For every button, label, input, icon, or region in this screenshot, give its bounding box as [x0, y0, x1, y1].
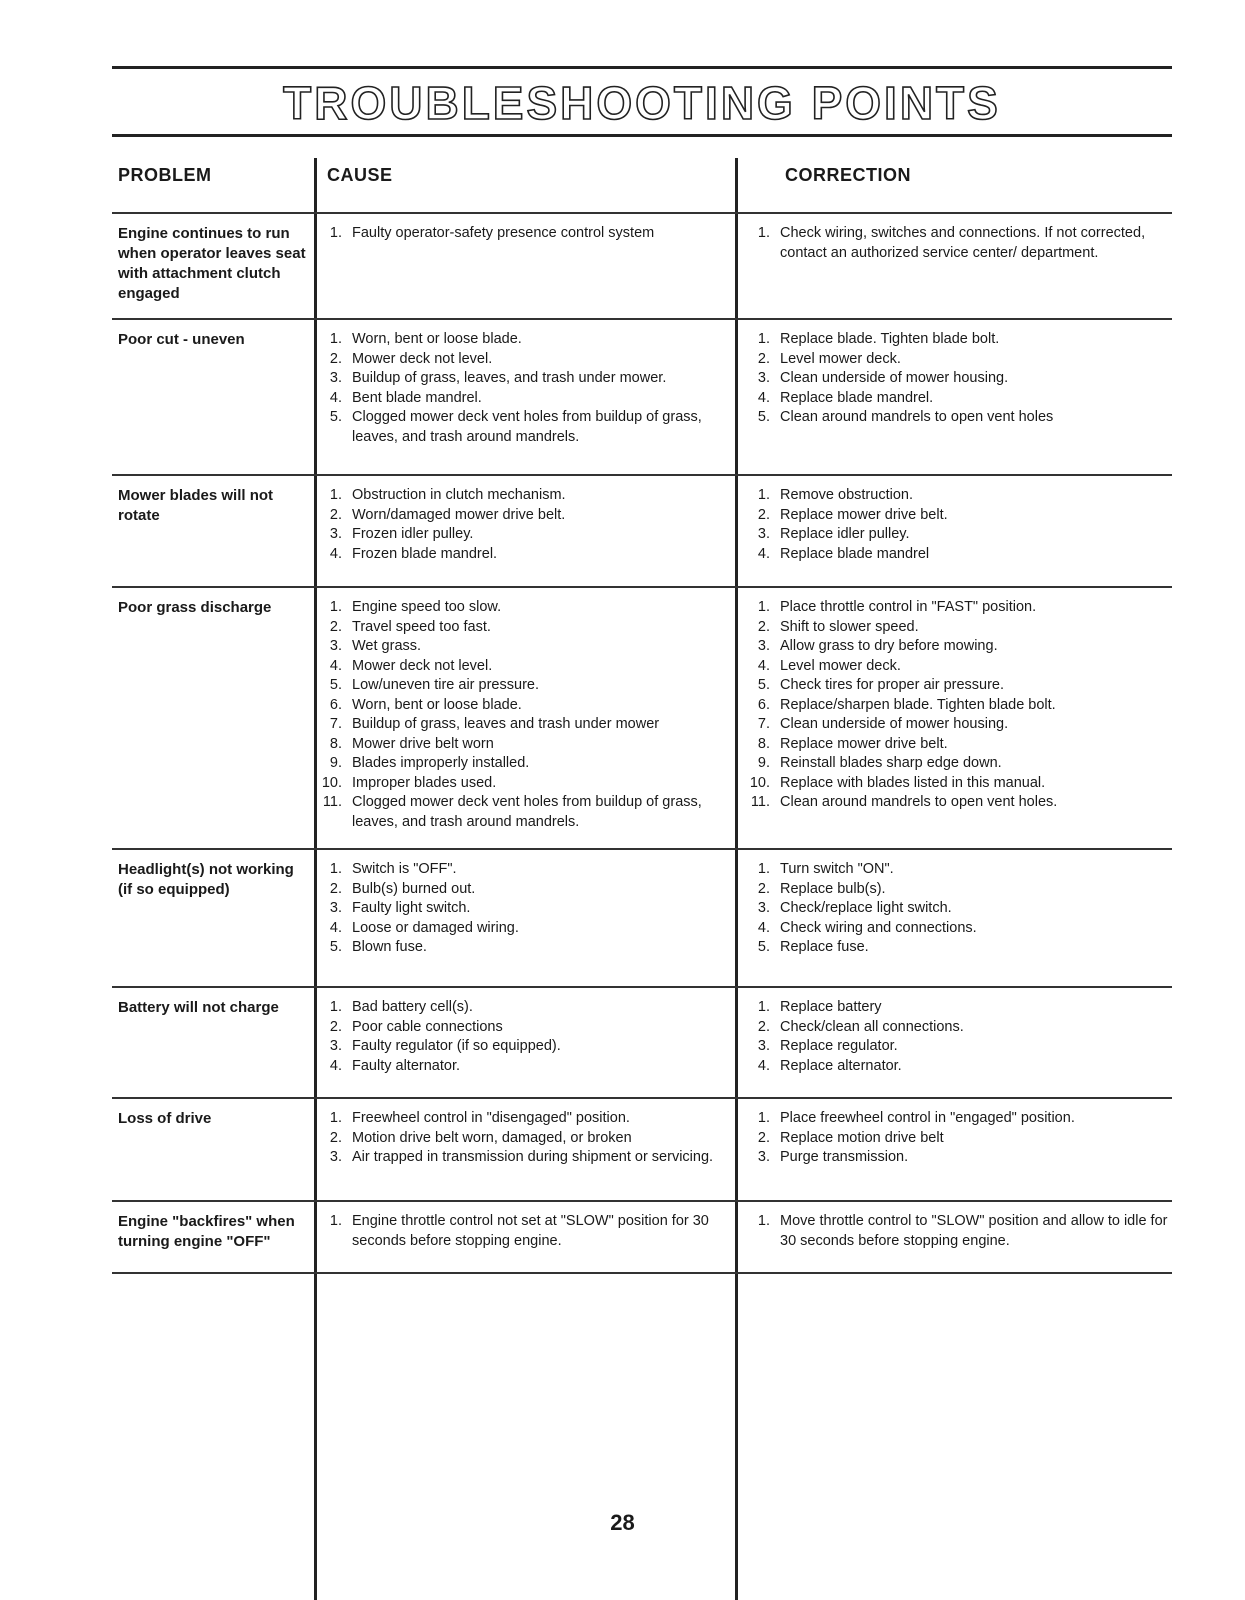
cause-item	[320, 369, 720, 389]
problem-cell: Engine "backfires" when turning engine "OFF"	[118, 1213, 295, 1250]
correction-list	[748, 486, 1168, 564]
cause-number: 1.	[329, 599, 342, 615]
correction-text: Replace bulb(s).	[780, 880, 886, 897]
correction-text: Allow grass to dry before mowing.	[780, 638, 998, 654]
correction-item	[748, 408, 1168, 428]
correction-item	[748, 1129, 1168, 1149]
problem-cell: Loss of drive	[118, 1110, 212, 1127]
cause-item	[320, 1129, 720, 1149]
cause-item	[320, 1057, 720, 1077]
cause-item	[320, 998, 720, 1018]
cause-number: 3.	[329, 1149, 342, 1165]
correction-item	[748, 735, 1168, 755]
correction-text: Reinstall blades sharp edge down.	[780, 755, 1002, 771]
correction-number: 1.	[757, 599, 770, 615]
correction-text: Replace blade mandrel.	[780, 389, 934, 406]
cause-number: 9.	[329, 755, 342, 771]
cause-number: 3.	[329, 638, 342, 654]
correction-item	[748, 1057, 1168, 1077]
problem-cell: Battery will not charge	[118, 999, 279, 1016]
correction-list	[748, 998, 1168, 1076]
cause-text: Engine speed too slow.	[352, 599, 502, 615]
correction-number: 5.	[757, 677, 770, 693]
cause-text: Bent blade mandrel.	[352, 389, 482, 406]
correction-item	[748, 598, 1168, 618]
correction-item	[748, 525, 1168, 545]
correction-text: Check/replace light switch.	[780, 900, 952, 916]
cause-text: Buildup of grass, leaves and trash under mower	[352, 716, 660, 732]
cause-number: 2.	[329, 350, 342, 367]
cause-item	[320, 637, 720, 657]
cause-text: Worn, bent or loose blade.	[352, 696, 522, 713]
correction-number: 1.	[757, 331, 770, 347]
cause-item	[320, 657, 720, 677]
cause-number: 1.	[329, 1213, 342, 1229]
correction-item	[748, 793, 1168, 813]
row-separator	[112, 848, 1172, 850]
cause-number: 11.	[322, 794, 342, 810]
row-separator	[112, 1272, 1172, 1274]
correction-item	[748, 1109, 1168, 1129]
cause-number: 6.	[329, 696, 342, 713]
correction-number: 2.	[757, 618, 770, 635]
correction-text: Replace/sharpen blade. Tighten blade bolt.	[780, 696, 1056, 713]
cause-item	[320, 735, 720, 755]
cause-text: Mower drive belt worn	[352, 735, 494, 752]
cause-item	[320, 1018, 720, 1038]
header-correction: CORRECTION	[785, 165, 911, 185]
cause-text: Clogged mower deck vent holes from buildup of grass, leaves, and trash around mandrels.	[352, 409, 702, 445]
correction-text: Replace regulator.	[780, 1038, 898, 1054]
correction-item	[748, 919, 1168, 939]
correction-item	[748, 224, 1168, 263]
correction-text: Replace with blades listed in this manual.	[780, 774, 1046, 791]
cause-list	[320, 1109, 720, 1168]
correction-item	[748, 1018, 1168, 1038]
cause-item	[320, 938, 720, 958]
correction-item	[748, 676, 1168, 696]
correction-item	[748, 506, 1168, 526]
cause-item	[320, 899, 720, 919]
problem-cell: Poor grass discharge	[118, 599, 272, 616]
cause-text: Faulty light switch.	[352, 900, 471, 916]
cause-number: 3.	[329, 370, 342, 386]
row-separator	[112, 1097, 1172, 1099]
correction-number: 2.	[757, 880, 770, 897]
cause-number: 1.	[329, 331, 342, 347]
problem-cell: Poor cut - uneven	[118, 331, 245, 348]
correction-text: Remove obstruction.	[780, 487, 913, 503]
cause-text: Air trapped in transmission during shipment or servicing.	[352, 1149, 714, 1165]
cause-number: 2.	[329, 1129, 342, 1146]
cause-number: 1.	[329, 861, 342, 877]
correction-item	[748, 1212, 1168, 1251]
correction-text: Purge transmission.	[780, 1149, 909, 1165]
correction-number: 3.	[757, 900, 770, 916]
correction-item	[748, 754, 1168, 774]
correction-item	[748, 637, 1168, 657]
cause-text: Motion drive belt worn, damaged, or broken	[352, 1129, 632, 1146]
cause-text: Faulty regulator (if so equipped).	[352, 1038, 561, 1054]
row-separator	[112, 586, 1172, 588]
cause-list	[320, 224, 720, 244]
cause-text: Freewheel control in "disengaged" position.	[352, 1110, 630, 1126]
correction-item	[748, 657, 1168, 677]
cause-number: 5.	[329, 409, 342, 425]
cause-number: 3.	[329, 1038, 342, 1054]
correction-number: 1.	[757, 225, 770, 241]
row-separator	[112, 318, 1172, 320]
cause-item	[320, 880, 720, 900]
column-divider-correction	[735, 158, 738, 1600]
correction-item	[748, 880, 1168, 900]
cause-number: 2.	[329, 880, 342, 897]
cause-number: 1.	[329, 999, 342, 1015]
cause-item	[320, 1212, 720, 1251]
cause-number: 1.	[329, 1110, 342, 1126]
row-separator	[112, 474, 1172, 476]
correction-number: 9.	[757, 755, 770, 771]
correction-number: 4.	[757, 1057, 770, 1074]
cause-number: 4.	[329, 1057, 342, 1074]
correction-text: Level mower deck.	[780, 350, 901, 367]
cause-item	[320, 486, 720, 506]
correction-item	[748, 1148, 1168, 1168]
correction-number: 11.	[750, 794, 770, 810]
correction-number: 8.	[757, 735, 770, 752]
title-rule-top	[112, 66, 1172, 69]
cause-item	[320, 224, 720, 244]
correction-item	[748, 389, 1168, 409]
cause-text: Low/uneven tire air pressure.	[352, 677, 539, 693]
correction-number: 4.	[757, 657, 770, 674]
correction-number: 10.	[749, 774, 770, 791]
cause-number: 2.	[329, 506, 342, 523]
correction-text: Replace battery	[780, 999, 882, 1015]
row-separator	[112, 212, 1172, 214]
cause-number: 7.	[329, 716, 342, 732]
cause-item	[320, 618, 720, 638]
cause-number: 4.	[329, 545, 342, 562]
correction-text: Shift to slower speed.	[780, 618, 919, 635]
correction-text: Replace mower drive belt.	[780, 735, 948, 752]
cause-item	[320, 598, 720, 618]
correction-text: Replace fuse.	[780, 939, 869, 955]
cause-item	[320, 696, 720, 716]
correction-number: 4.	[757, 545, 770, 562]
cause-text: Travel speed too fast.	[352, 618, 491, 635]
cause-list	[320, 1212, 720, 1251]
correction-list	[748, 224, 1168, 263]
cause-text: Engine throttle control not set at "SLOW" position for 30 seconds before stopping engine.	[352, 1213, 709, 1249]
correction-number: 2.	[757, 1018, 770, 1035]
correction-list	[748, 1212, 1168, 1251]
correction-text: Clean around mandrels to open vent holes.	[780, 794, 1058, 810]
correction-item	[748, 715, 1168, 735]
cause-item	[320, 1037, 720, 1057]
cause-number: 2.	[329, 618, 342, 635]
cause-item	[320, 1109, 720, 1129]
correction-list	[748, 1109, 1168, 1168]
correction-item	[748, 369, 1168, 389]
header-cause: CAUSE	[327, 165, 393, 185]
title-rule-bottom	[112, 134, 1172, 137]
column-divider-cause	[314, 158, 317, 1600]
correction-text: Replace idler pulley.	[780, 526, 910, 542]
correction-text: Turn switch "ON".	[780, 861, 894, 877]
cause-text: Faulty alternator.	[352, 1057, 460, 1074]
cause-list	[320, 998, 720, 1076]
correction-text: Replace blade mandrel	[780, 545, 930, 562]
cause-text: Frozen blade mandrel.	[352, 545, 498, 562]
correction-list	[748, 598, 1168, 813]
cause-item	[320, 1148, 720, 1168]
cause-list	[320, 486, 720, 564]
correction-number: 2.	[757, 506, 770, 523]
correction-text: Check tires for proper air pressure.	[780, 677, 1005, 693]
cause-list	[320, 598, 720, 832]
correction-number: 6.	[757, 696, 770, 713]
cause-item	[320, 506, 720, 526]
correction-item	[748, 1037, 1168, 1057]
correction-text: Check wiring, switches and connections. If not corrected, contact an authorized service center/ department.	[780, 225, 1146, 261]
correction-text: Check wiring and connections.	[780, 919, 977, 936]
correction-number: 2.	[757, 350, 770, 367]
correction-number: 4.	[757, 919, 770, 936]
cause-item	[320, 389, 720, 409]
correction-text: Place throttle control in "FAST" position.	[780, 599, 1037, 615]
correction-number: 1.	[757, 1110, 770, 1126]
correction-item	[748, 696, 1168, 716]
cause-number: 10.	[321, 774, 342, 791]
cause-text: Faulty operator-safety presence control system	[352, 225, 655, 241]
cause-text: Frozen idler pulley.	[352, 526, 474, 542]
cause-number: 3.	[329, 900, 342, 916]
cause-text: Bad battery cell(s).	[352, 999, 473, 1015]
problem-cell: Headlight(s) not working (if so equipped)	[118, 861, 294, 898]
correction-number: 3.	[757, 526, 770, 542]
cause-list	[320, 330, 720, 447]
cause-text: Obstruction in clutch mechanism.	[352, 487, 566, 503]
cause-item	[320, 676, 720, 696]
cause-item	[320, 330, 720, 350]
cause-number: 4.	[329, 919, 342, 936]
cause-text: Blown fuse.	[352, 939, 427, 955]
cause-text: Mower deck not level.	[352, 657, 493, 674]
cause-item	[320, 860, 720, 880]
cause-text: Buildup of grass, leaves, and trash under mower.	[352, 370, 667, 386]
correction-number: 4.	[757, 389, 770, 406]
correction-number: 1.	[757, 1213, 770, 1229]
header-problem: PROBLEM	[118, 165, 212, 185]
cause-number: 4.	[329, 657, 342, 674]
cause-item	[320, 793, 720, 832]
cause-number: 3.	[329, 526, 342, 542]
cause-text: Blades improperly installed.	[352, 755, 530, 771]
cause-item	[320, 350, 720, 370]
cause-item	[320, 408, 720, 447]
cause-text: Clogged mower deck vent holes from buildup of grass, leaves, and trash around mandrels.	[352, 794, 702, 830]
cause-number: 1.	[329, 225, 342, 241]
row-separator	[112, 1200, 1172, 1202]
cause-item	[320, 525, 720, 545]
correction-text: Replace motion drive belt	[780, 1129, 944, 1146]
correction-item	[748, 330, 1168, 350]
correction-number: 5.	[757, 939, 770, 955]
correction-text: Replace blade. Tighten blade bolt.	[780, 331, 1000, 347]
correction-number: 3.	[757, 638, 770, 654]
correction-item	[748, 618, 1168, 638]
correction-number: 1.	[757, 999, 770, 1015]
cause-number: 2.	[329, 1018, 342, 1035]
cause-item	[320, 919, 720, 939]
correction-item	[748, 860, 1168, 880]
cause-text: Wet grass.	[352, 638, 422, 654]
cause-number: 1.	[329, 487, 342, 503]
correction-list	[748, 860, 1168, 958]
correction-number: 1.	[757, 861, 770, 877]
cause-list	[320, 860, 720, 958]
correction-item	[748, 774, 1168, 794]
cause-text: Switch is "OFF".	[352, 861, 457, 877]
cause-text: Improper blades used.	[352, 774, 497, 791]
correction-number: 5.	[757, 409, 770, 425]
correction-text: Replace mower drive belt.	[780, 506, 948, 523]
correction-item	[748, 998, 1168, 1018]
correction-item	[748, 938, 1168, 958]
correction-text: Place freewheel control in "engaged" position.	[780, 1110, 1075, 1126]
problem-cell: Engine continues to run when operator leaves seat with attachment clutch engaged	[118, 225, 306, 302]
correction-number: 3.	[757, 1149, 770, 1165]
cause-number: 5.	[329, 939, 342, 955]
correction-text: Replace alternator.	[780, 1057, 902, 1074]
correction-text: Move throttle control to "SLOW" position and allow to idle for 30 seconds before stopping engine.	[780, 1213, 1168, 1249]
correction-number: 2.	[757, 1129, 770, 1146]
correction-number: 1.	[757, 487, 770, 503]
page-title: TROUBLESHOOTING POINTS	[283, 77, 1001, 129]
correction-item	[748, 545, 1168, 565]
row-separator	[112, 986, 1172, 988]
cause-text: Loose or damaged wiring.	[352, 919, 519, 936]
cause-text: Bulb(s) burned out.	[352, 880, 476, 897]
correction-item	[748, 899, 1168, 919]
cause-item	[320, 774, 720, 794]
page-number: 28	[610, 1510, 635, 1535]
correction-number: 3.	[757, 1038, 770, 1054]
cause-number: 4.	[329, 389, 342, 406]
correction-list	[748, 330, 1168, 428]
correction-text: Clean underside of mower housing.	[780, 716, 1009, 732]
correction-number: 7.	[757, 716, 770, 732]
cause-text: Mower deck not level.	[352, 350, 493, 367]
cause-number: 8.	[329, 735, 342, 752]
problem-cell: Mower blades will not rotate	[118, 487, 274, 524]
correction-text: Level mower deck.	[780, 657, 901, 674]
cause-text: Worn/damaged mower drive belt.	[352, 506, 566, 523]
correction-number: 3.	[757, 370, 770, 386]
correction-text: Clean around mandrels to open vent holes	[780, 409, 1054, 425]
cause-item	[320, 754, 720, 774]
correction-item	[748, 486, 1168, 506]
cause-item	[320, 715, 720, 735]
correction-text: Check/clean all connections.	[780, 1018, 964, 1035]
cause-number: 5.	[329, 677, 342, 693]
cause-item	[320, 545, 720, 565]
cause-text: Worn, bent or loose blade.	[352, 331, 522, 347]
cause-text: Poor cable connections	[352, 1018, 503, 1035]
correction-item	[748, 350, 1168, 370]
correction-text: Clean underside of mower housing.	[780, 370, 1009, 386]
